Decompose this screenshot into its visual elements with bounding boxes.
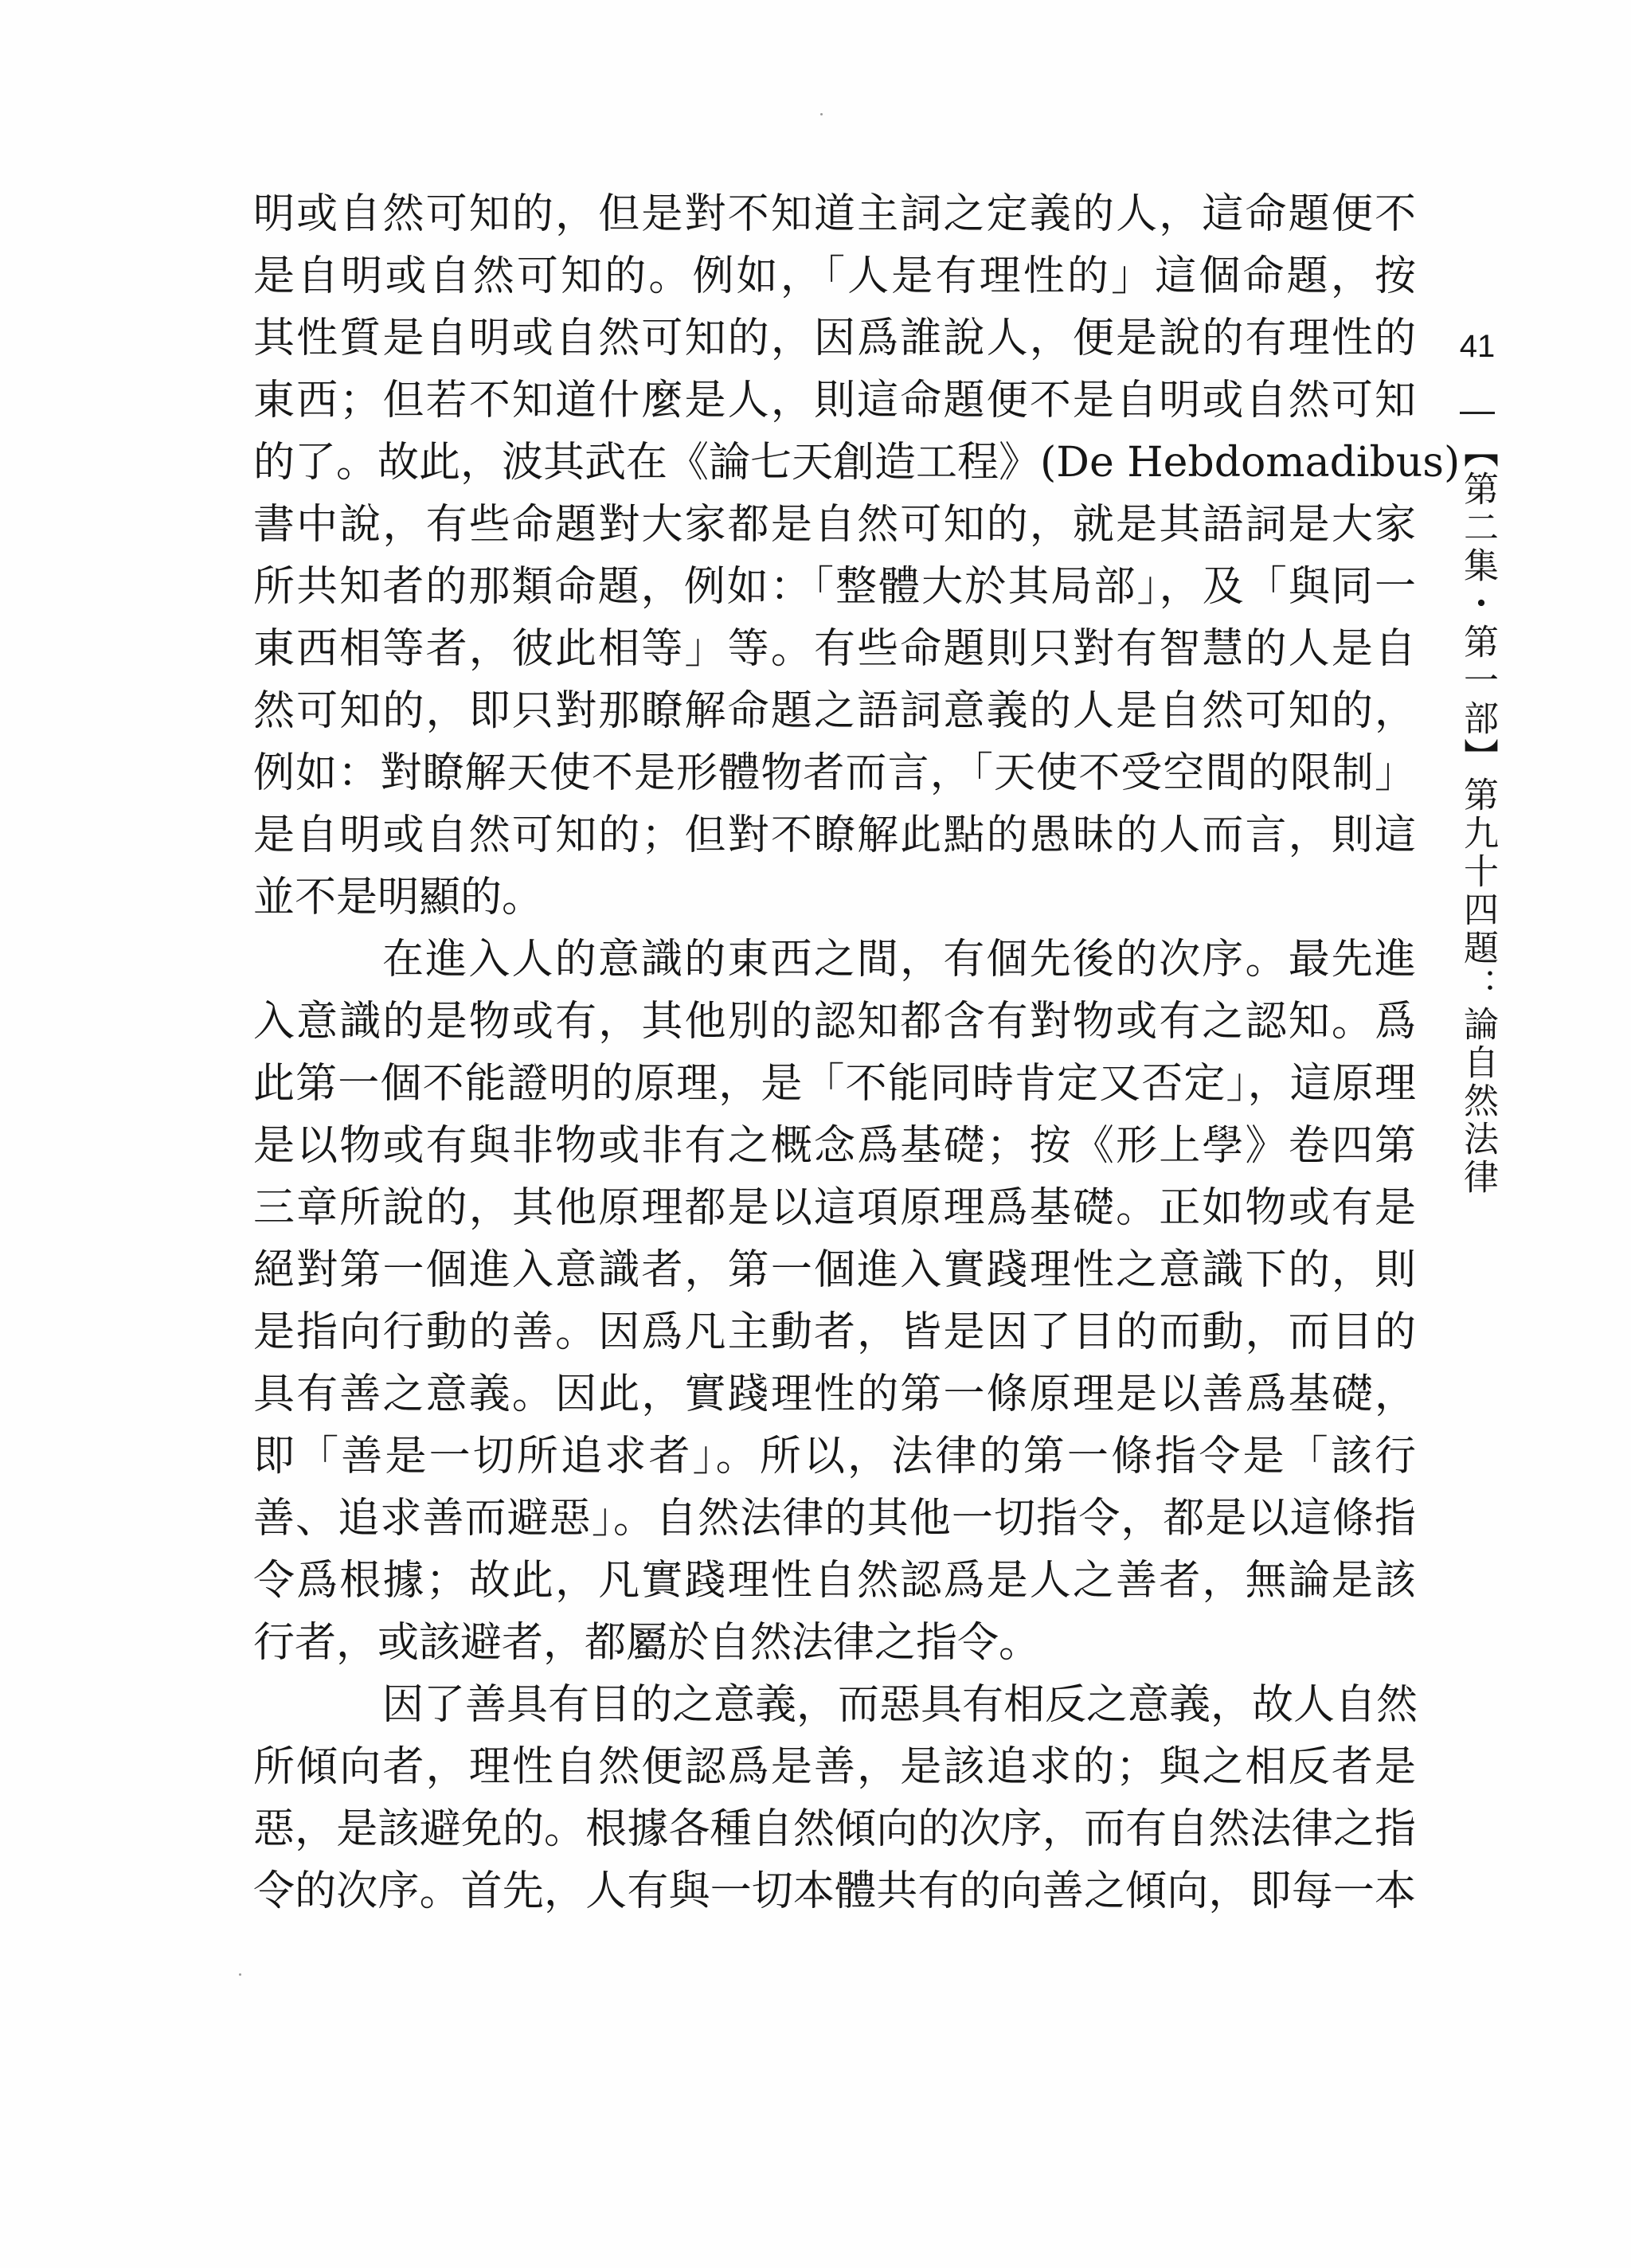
- paragraph-3: [253, 1674, 1416, 1922]
- text-line: 具有善之意義。因此，實踐理性的第一條原理是以善爲基礎，: [253, 1371, 1416, 1418]
- scan-speck: [820, 113, 823, 115]
- text-line: 所傾向者，理性自然便認爲是善，是該追求的；與之相反者是: [253, 1743, 1416, 1791]
- text-line: 惡，是該避免的。根據各種自然傾向的次序，而有自然法律之指: [253, 1805, 1416, 1853]
- text-line: 令的次序。首先，人有與一切本體共有的向善之傾向，即每一本: [253, 1867, 1416, 1915]
- text-line: 因了善具有目的之意義，而惡具有相反之意義，故人自然: [382, 1681, 1418, 1729]
- text-line: 是指向行動的善。因爲凡主動者，皆是因了目的而動，而目的: [253, 1308, 1416, 1356]
- text-line: 絕對第一個進入意識者，第一個進入實踐理性之意識下的，則: [253, 1246, 1416, 1294]
- text-line: 此第一個不能證明的原理，是「不能同時肯定又否定」，這原理: [253, 1060, 1416, 1108]
- scan-speck: [239, 1973, 241, 1976]
- text-line: 其性質是自明或自然可知的，因爲誰說人，便是說的有理性的: [253, 315, 1416, 362]
- text-line: 東西；但若不知道什麼是人，則這命題便不是自明或自然可知: [253, 377, 1416, 424]
- text-line: 例如：對瞭解天使不是形體物者而言，「天使不受空間的限制」: [253, 749, 1416, 797]
- running-head: 【第二集・第一部】第九十四題：論自然法律: [1457, 432, 1498, 1197]
- text-line: 然可知的，即只對那瞭解命題之語詞意義的人是自然可知的，: [253, 687, 1416, 735]
- text-line: 的了。故此，波其武在《論七天創造工程》(De Hebdomadibus): [253, 439, 1461, 487]
- page-number: 41: [1459, 329, 1496, 364]
- text-line: 入意識的是物或有，其他別的認知都含有對物或有之認知。爲: [253, 998, 1416, 1046]
- text-line: 善、追求善而避惡」。自然法律的其他一切指令，都是以這條指: [253, 1495, 1416, 1543]
- text-line: 所共知者的那類命題，例如：「整體大於其局部」，及「與同一: [253, 563, 1416, 611]
- text-line: 是自明或自然可知的。例如，「人是有理性的」這個命題，按: [253, 252, 1416, 300]
- header-rule: [1460, 412, 1495, 414]
- text-line: 是自明或自然可知的；但對不瞭解此點的愚昧的人而言，則這: [253, 811, 1416, 859]
- body-text: [253, 183, 1461, 1922]
- paragraph-1: [253, 183, 1461, 929]
- text-line: 即「善是一切所追求者」。所以，法律的第一條指令是「該行: [253, 1433, 1416, 1480]
- text-line: 明或自然可知的，但是對不知道主詞之定義的人，這命題便不: [253, 190, 1416, 238]
- text-line: 東西相等者，彼此相等」等。有些命題則只對有智慧的人是自: [253, 625, 1416, 673]
- text-line: 三章所說的，其他原理都是以這項原理爲基礎。正如物或有是: [253, 1184, 1416, 1232]
- text-line: 令爲根據；故此，凡實踐理性自然認爲是人之善者，無論是該: [253, 1557, 1416, 1605]
- text-line: 在進入人的意識的東西之間，有個先後的次序。最先進: [382, 936, 1416, 983]
- text-line: 並不是明顯的。: [253, 874, 544, 921]
- paragraph-2: [253, 929, 1416, 1674]
- text-line: 行者，或該避者，都屬於自然法律之指令。: [253, 1619, 1041, 1667]
- text-line: 書中說，有些命題對大家都是自然可知的，就是其語詞是大家: [253, 501, 1416, 549]
- text-line: 是以物或有與非物或非有之概念爲基礎；按《形上學》卷四第: [253, 1122, 1416, 1170]
